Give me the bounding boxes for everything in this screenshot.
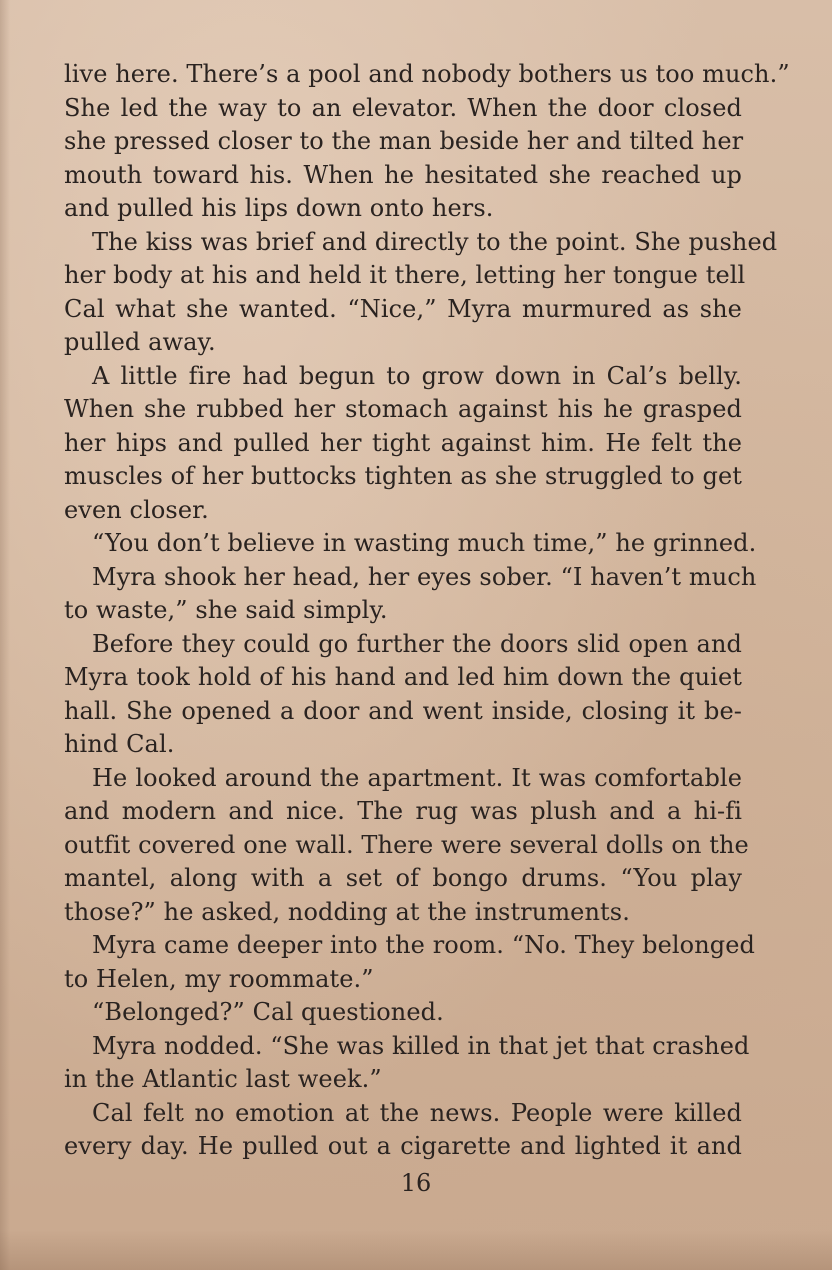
text-line: Myra took hold of his hand and led him down the quiet	[64, 663, 742, 691]
paragraph	[64, 929, 755, 996]
text-line: She led the way to an elevator. When the door closed	[64, 93, 742, 122]
paragraph	[64, 628, 742, 762]
text-line: pulled away.	[64, 328, 216, 356]
text-line: Myra came deeper into the room. “No. They belonged	[92, 931, 755, 959]
page-number: 16	[400, 1169, 432, 1197]
text-line: she pressed closer to the man beside her and tilted her	[64, 127, 744, 155]
paragraph	[64, 1097, 742, 1164]
text-line: Myra nodded. “She was killed in that jet that crashed	[92, 1031, 750, 1060]
text-line: those?” he asked, nodding at the instruments.	[64, 897, 630, 926]
text-line: hind Cal.	[64, 730, 175, 758]
text-line: her hips and pulled her tight against him. He felt the	[64, 428, 742, 457]
paragraph	[64, 1030, 750, 1097]
text-line: her body at his and held it there, letting her tongue tell	[64, 261, 746, 289]
text-line: Cal felt no emotion at the news. People were killed	[92, 1098, 742, 1127]
text-line: every day. He pulled out a cigarette and lighted it and	[64, 1132, 742, 1160]
text-line: “You don’t believe in wasting much time,” he grinned.	[92, 529, 757, 557]
text-line: A little fire had begun to grow down in Cal’s belly.	[92, 361, 742, 390]
text-line: in the Atlantic last week.”	[64, 1065, 382, 1093]
paragraph	[64, 58, 790, 226]
text-line: Before they could go further the doors slid open and	[92, 629, 742, 658]
text-line: outfit covered one wall. There were several dolls on the	[64, 830, 749, 859]
text-line: muscles of her buttocks tighten as she struggled to get	[64, 462, 742, 490]
text-line: hall. She opened a door and went inside, closing it be-	[64, 696, 742, 725]
paragraph	[64, 561, 757, 628]
paragraph	[64, 762, 749, 930]
paragraph	[64, 360, 742, 528]
text-line: live here. There’s a pool and nobody bothers us too much.”	[64, 60, 790, 88]
text-line: and modern and nice. The rug was plush and a hi-fi	[64, 797, 742, 825]
text-line: When she rubbed her stomach against his he grasped	[64, 395, 742, 423]
text-line: “Belonged?” Cal questioned.	[92, 998, 444, 1026]
paragraph	[64, 226, 778, 360]
paragraph	[64, 996, 742, 1030]
body-text	[64, 58, 790, 1164]
text-line: He looked around the apartment. It was comfortable	[92, 763, 742, 792]
text-line: to waste,” she said simply.	[64, 596, 388, 624]
text-line: even closer.	[64, 495, 209, 524]
text-line: Cal what she wanted. “Nice,” Myra murmured as she	[64, 294, 742, 323]
text-line: The kiss was brief and directly to the point. She pushed	[92, 227, 778, 256]
text-line: and pulled his lips down onto hers.	[64, 194, 494, 222]
page-bottom-shadow	[0, 1230, 832, 1270]
text-line: mantel, along with a set of bongo drums. “You play	[64, 864, 742, 892]
text-line: mouth toward his. When he hesitated she reached up	[64, 160, 742, 189]
paragraph	[64, 527, 757, 561]
text-line: to Helen, my roommate.”	[64, 964, 374, 993]
text-line: Myra shook her head, her eyes sober. “I haven’t much	[92, 562, 757, 591]
page-gutter-shadow	[0, 0, 10, 1270]
